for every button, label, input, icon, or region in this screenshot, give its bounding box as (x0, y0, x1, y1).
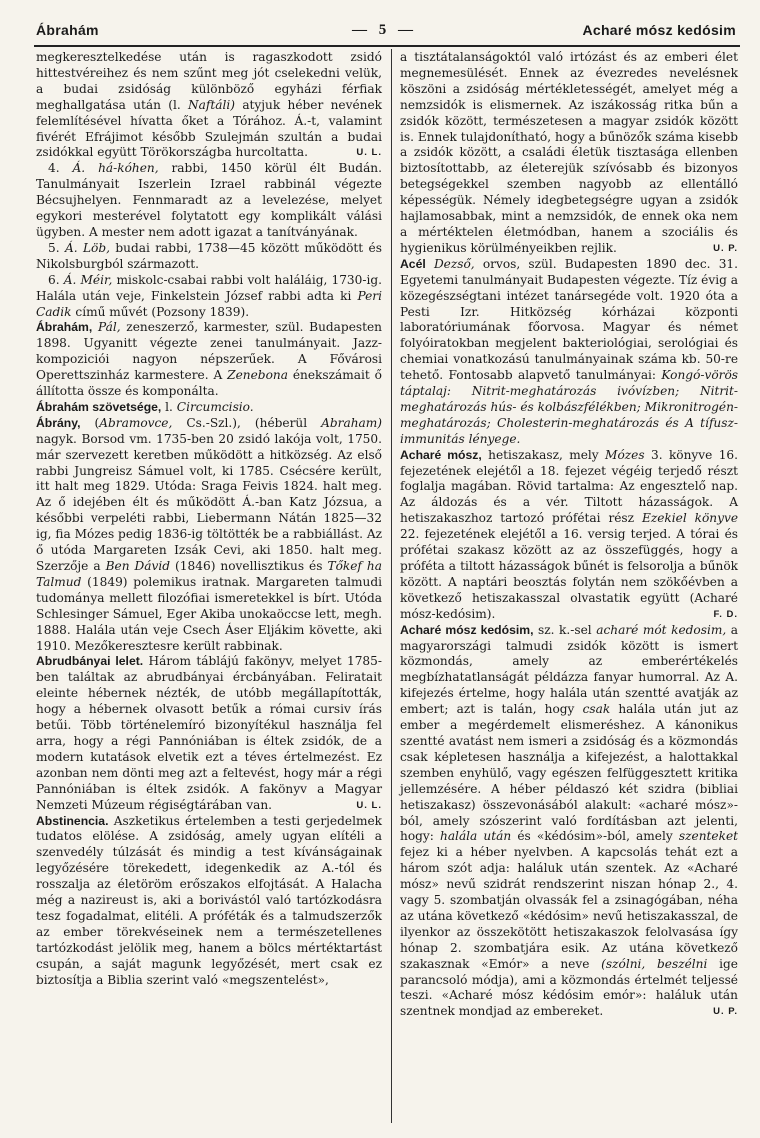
running-head-left: Ábrahám (36, 22, 99, 38)
article-paragraph (36, 416, 382, 655)
italic-text: csak (582, 702, 611, 717)
italic-text: Ben Dávid (105, 559, 171, 573)
italic-text: Abraham) (321, 415, 382, 430)
entry-headword: Acharé mósz kedósim, (400, 622, 534, 637)
text-run: atyjuk héber nevének felemlítésével hívatta őket a Tórához. Á.-t, valamint fivérét Efrájimot később Szulejmán szultán a budai zsidókkal együtt Törökországba hurcoltatta. (36, 97, 383, 160)
entry-headword: Ábrahám, (36, 320, 93, 335)
text-run: 22. fejezetének elejétől a 16. versig terjed. A tórai és prófétai szakasz között az az összefüggés, hogy a próféta a tiltott házasságok bűnét is felsorolja a bűnök között. A naptári beosztás folytán nem szökőévben a következő hetiszakasszal olvastatik együtt (Acharé mósz-kedósim). (400, 527, 738, 621)
entry-headword: Acél (400, 256, 426, 271)
italic-text: Circumcisio. (176, 399, 254, 414)
text-run: nagyk. Borsod vm. 1735-ben 20 zsidó lakója volt, 1750. már szervezett keretben működött a hitközség. Az első rabbi Jungreisz Sámuel volt, ki 1785. Csécsére került, itt halt meg 1829. Utóda: Sraga Feivis 1824. halt meg. Az ő idejében élt és működött Á.-ban Katz Józsua, a későbbi verpeléti rabbi, Liebermann Nátán 1825—32 ig, fia Mózes pedig 1836-ig töltötték be a rabbiállást. Az ő utóda Margareten Izsák Cevi, aki 1850. halt meg. Szerzője a (36, 431, 382, 573)
text-run: a magyarországi talmudi zsidók között is ismert közmondás, amely az emberértékelés megbízhatatlanságát példázza fanyar humorral. Az A. kifejezés értelme, hogy halála után szentté avatják az embert; azt is talán, hogy (400, 622, 738, 717)
text-run: sz. k.-sel (533, 622, 597, 637)
text-run: halála után jut az ember a megérdemelt elismeréshez. A kánonikus szentté avatást nem ismeri a zsidóság és a közmondás csak képletesen használja a kifejezést, a halottakkal szemben enyhülő, vagy egészen felfüggesztett kritika jellemzésére. A héber példaszó két szidra (bibliai hetiszakasz) összevonásából alakult: «acharé mósz»-ból, amely szószerint való fordításban azt jelenti, hogy: (400, 702, 738, 844)
entry-headword: Ábrahám szövetsége, (36, 399, 162, 414)
italic-text: Dezső, (433, 256, 475, 271)
article-paragraph (36, 320, 382, 400)
italic-text: Á. há-kóhen, (72, 161, 159, 176)
italic-text: Pál, (97, 320, 121, 335)
header-rule (34, 45, 740, 47)
text-run: Három táblájú fakönyv, melyet 1785-ben találtak az abrudbányai ércbányában. Feliratait eleinte hébernek nézték, de utóbb megállapították, hogy a hébernek olvasott betűk a római cursiv írás betűi. Több történelemíró bizonyítékul használja fel arra, hogy a régi Pannóniában is éltek zsidók, de a modern kutatások elvetik ezt a téves értelmezést. Ez azonban nem dönti meg azt a feltevést, hogy már a régi Pannóniában is éltek zsidók. A fakönyv a Magyar Nemzeti Múzeum régiségtárában van. (36, 654, 382, 812)
text-run: Cs.-Szl.), (héberül (172, 415, 322, 430)
page-number: — 5 — (352, 22, 417, 38)
text-run: rabbi, 1450 körül élt Budán. Tanulmányait Iszerlein Izrael rabbinál végezte Bécsujhelyen. Fennmaradt az a levelezése, melyet egykori mesterével folytatott egy komplikált válási ügyben. A mester nem adott igazat a tanítványának. (36, 161, 382, 239)
article-paragraph (400, 448, 738, 623)
text-run: zeneszerző, karmester, szül. Budapesten 1898. Ugyanitt végezte zenei tanulmányait. Jazz-kompoziciói nagyon népszerűek. A Fővárosi Operettszinház karmestere. A (36, 320, 382, 383)
page-header (0, 14, 760, 44)
text-run: ige parancsoló módja), ami a közmondás értelmét teljessé teszi. «Acharé mósz kédósim emór»: haláluk után szentnek mondjad az embereket. (400, 956, 738, 1019)
italic-text: Á. Löb, (64, 240, 110, 255)
entry-headword: Acharé mósz, (400, 447, 482, 462)
italic-text: Naftáli) (188, 97, 236, 112)
text-run: fejez ki a héber nyelvben. A kapcsolás tehát ezt a három szót adja: haláluk után szentek. Az «Acharé mósz» nevű szidrát rendszerint niszan hónap 2., 4. vagy 5. szombatján olvassák fel a zsinagógában, néha az utána következő «kédósim» nevű hetiszakasszal, de ilyenkor az összekötött hetiszakaszok felolvasása így hónap 2. szombatjára esik. Az utána következő szakasznak «Emór» a neve (400, 845, 738, 971)
text-run: miskolc-csabai rabbi volt haláláig, 1730-ig. Halála után veje, Finkelstein József rabbi adta ki (36, 272, 382, 303)
text-run: és «kédósim»-ból, amely (511, 829, 679, 844)
article-paragraph (36, 273, 382, 321)
article-paragraph (36, 50, 382, 161)
column-divider (391, 49, 392, 1123)
text-run: 6. (48, 272, 64, 287)
text-run: című művét (Pozsony 1839). (71, 304, 250, 319)
text-run: (1846) novellisztikus és (170, 559, 328, 573)
italic-text: Ezekiel könyve (641, 511, 739, 526)
left-column (36, 50, 382, 988)
entry-headword: Abstinencia. (36, 813, 109, 828)
text-run (426, 257, 434, 271)
text-run: l. (161, 399, 177, 414)
text-run: Aszketikus értelemben a testi gerjedelmek tudatos elölése. A zsidóság, amely ugyan elítéli a szenvedély túlzását és mindig a test kívánságainak legyőzésére törekedett, idegenkedik az A.-tól és rosszalja az életöröm erőszakos elfojtását. A Halacha még a nazireust is, aki a borivástól való tartózkodásra tesz fogadalmat, elitéli. A próféták és a talmudszerzők az ember törekvéseinek nem a természetellenes tartózkodást jelölik meg, hanem a bölcs mértéktartást csupán, a saját magunk legyőzését, mert csak ez biztosítja a Biblia szerint való «megszentelést», (36, 813, 382, 987)
italic-text: Tőkef ha Talmud (36, 559, 382, 589)
italic-text: Peri Cadik (36, 288, 382, 319)
italic-text: Zenebona (227, 368, 288, 383)
article-paragraph (400, 623, 738, 1021)
italic-text: szenteket (678, 829, 739, 844)
article-paragraph (36, 400, 382, 416)
text-run: orvos, szül. Budapesten 1890 dec. 31. Egyetemi tanulmányait Budapesten végezte. Tíz évig a közegészségtani intézet tanársegéde volt. 1920 óta a Pesti Izr. Hitközség kórházai központi laboratóriumának főorvosa. Magyar és német folyóiratokban megjelent bakteriológiai, serológiai és chemiai vonatkozású tanulmányainak száma kb. 50-re tehető. Fontosabb alapvető tanulmányai: (400, 256, 739, 383)
author-signature: U. L. (356, 147, 382, 159)
text-run: ( (80, 415, 100, 430)
italic-text: halála után (440, 829, 512, 844)
text-run: 4. (48, 161, 73, 176)
italic-text: Á. Méir, (63, 272, 113, 287)
entry-headword: Ábrány, (36, 415, 81, 430)
running-head-right: Acharé mósz kedósim (582, 22, 736, 38)
article-paragraph (36, 241, 382, 273)
right-column (400, 50, 738, 1020)
text-run: budai rabbi, 1738—45 között működött és Nikolsburgból származott. (36, 240, 382, 271)
text-run: 3. könyve 16. fejezetének elejétől a 18. fejezet végéig terjedő részt foglalja magában. Rövid tartalma: Az engesztelő nap. Az áldozás és a vér. Tiltott házasságok. A hetiszakaszhoz tartozó prófétai rész (400, 447, 739, 526)
article-paragraph (400, 50, 738, 257)
text-run: énekszámait ő állította össze és komponálta. (36, 368, 382, 399)
text-run: megkeresztelkedése után is ragaszkodott zsidó hittestvéreihez és nem szűnt meg jót cselekedni velük, a budai zsidóság különböző egyházi férfiak meghallgatása után (l. (36, 50, 382, 112)
text-run: (1849) polemikus iratnak. Margareten talmudi tudománya mellett filozófiai ismeretekkel is bírt. Utóda Schlesinger Sámuel, Eger Akiba unokaöccse lett, megh. 1888. Halála után veje Csech Áser Eljákim követte, aki 1910. Mezőkeresztesre került rabbinak. (36, 574, 382, 653)
entry-headword: Abrudbányai lelet. (36, 654, 144, 669)
text-run: hetiszakasz, mely (481, 447, 606, 462)
article-paragraph (36, 654, 382, 813)
italic-text: acharé mót kedosim, (596, 622, 727, 637)
author-signature: F. D. (713, 608, 738, 620)
italic-text: (szólni, beszélni (601, 956, 708, 971)
article-paragraph (400, 257, 738, 448)
article-paragraph (36, 161, 382, 241)
italic-text: Abramovce, (99, 415, 173, 430)
author-signature: U. L. (356, 799, 382, 811)
italic-text: Kongó-vörös táptalaj: Nitrit-meghatározás ivóvízben; Nitrit-meghatározás hús- és kolbászfélékben; Mikronitrogén-meghatározás; Cholesterin-meghatározás és A tífusz-immunitás lényege. (400, 368, 738, 446)
text-run: 5. (48, 240, 65, 255)
article-paragraph (36, 814, 382, 989)
text-run: a tisztátalanságoktól való irtózást és az emberi élet megnemesülését. Ennek az évezredes nevelésnek köszöni a zsidóság mértékletességét, amelyet még a nemzsidók is elismernek. Az iszákosság ritka bűn a zsidók között, természetesen a magyar zsidók között is. Ennek tulajdonítható, hogy a bűnözők száma kisebb a zsidók között, a családi életük tisztasága ellenben biztosítottabb, az életerejük szívósabb és bizonyos betegségekkel szemben nagyobb az ellentálló képességük. Némely idegbetegségre ugyan a zsidók hajlamosabbak, mint a nemzsidók, de ennek oka nem a mértéktelen életmódban, hanem a szociális és hygienikus körülményeikben rejlik. (400, 50, 738, 255)
italic-text: Mózes (605, 447, 645, 462)
author-signature: U. P. (713, 1006, 738, 1018)
author-signature: U. P. (713, 242, 738, 254)
